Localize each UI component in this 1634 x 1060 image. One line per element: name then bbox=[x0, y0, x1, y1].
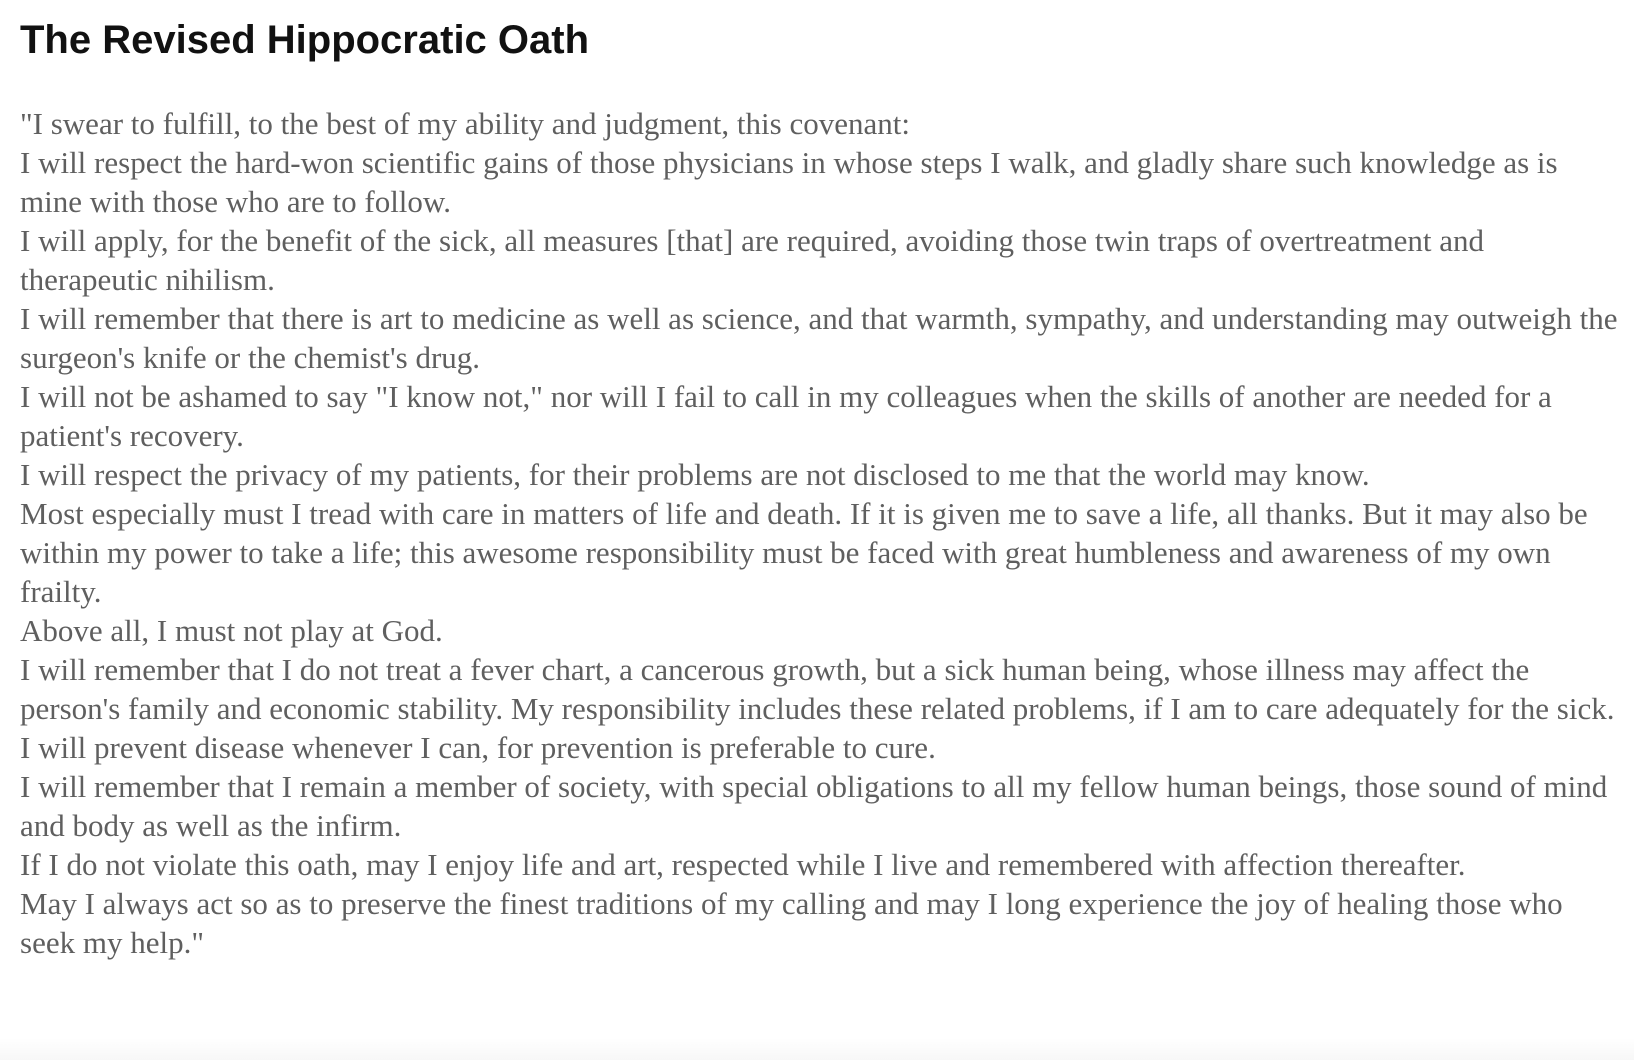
oath-line-enjoy-life: If I do not violate this oath, may I enjoy life and art, respected while I live and remembered with affection thereafter. bbox=[20, 847, 1466, 882]
bottom-shade bbox=[0, 1038, 1634, 1060]
oath-line-know-not: I will not be ashamed to say "I know not," nor will I fail to call in my colleagues when the skills of another are needed for a patient's recovery. bbox=[20, 379, 1552, 453]
oath-line-human-being: I will remember that I do not treat a fever chart, a cancerous growth, but a sick human being, whose illness may affect the person's family and economic stability. My responsibility includes these related problems, if I am to care adequately for the sick. bbox=[20, 652, 1615, 726]
oath-line-covenant: "I swear to fulfill, to the best of my ability and judgment, this covenant: bbox=[20, 106, 910, 141]
oath-line-apply-measures: I will apply, for the benefit of the sick, all measures [that] are required, avoiding those twin traps of overtreatment and therapeutic nihilism. bbox=[20, 223, 1484, 297]
oath-line-respect-gains: I will respect the hard-won scientific gains of those physicians in whose steps I walk, and gladly share such knowledge as is mine with those who are to follow. bbox=[20, 145, 1558, 219]
oath-text bbox=[20, 104, 1620, 962]
oath-line-life-and-death: Most especially must I tread with care in matters of life and death. If it is given me to save a life, all thanks. But it may also be within my power to take a life; this awesome responsibility must be faced with great humbleness and awareness of my own frailty. bbox=[20, 496, 1588, 609]
oath-line-art-of-medicine: I will remember that there is art to medicine as well as science, and that warmth, sympathy, and understanding may outweigh the surgeon's knife or the chemist's drug. bbox=[20, 301, 1618, 375]
page-title: The Revised Hippocratic Oath bbox=[20, 18, 590, 62]
oath-line-traditions: May I always act so as to preserve the finest traditions of my calling and may I long experience the joy of healing those who seek my help." bbox=[20, 886, 1563, 960]
oath-line-society: I will remember that I remain a member of society, with special obligations to all my fellow human beings, those sound of mind and body as well as the infirm. bbox=[20, 769, 1608, 843]
oath-line-prevention: I will prevent disease whenever I can, for prevention is preferable to cure. bbox=[20, 730, 936, 765]
oath-line-above-all: Above all, I must not play at God. bbox=[20, 613, 443, 648]
oath-line-privacy: I will respect the privacy of my patients, for their problems are not disclosed to me that the world may know. bbox=[20, 457, 1370, 492]
document-page bbox=[20, 14, 1620, 962]
